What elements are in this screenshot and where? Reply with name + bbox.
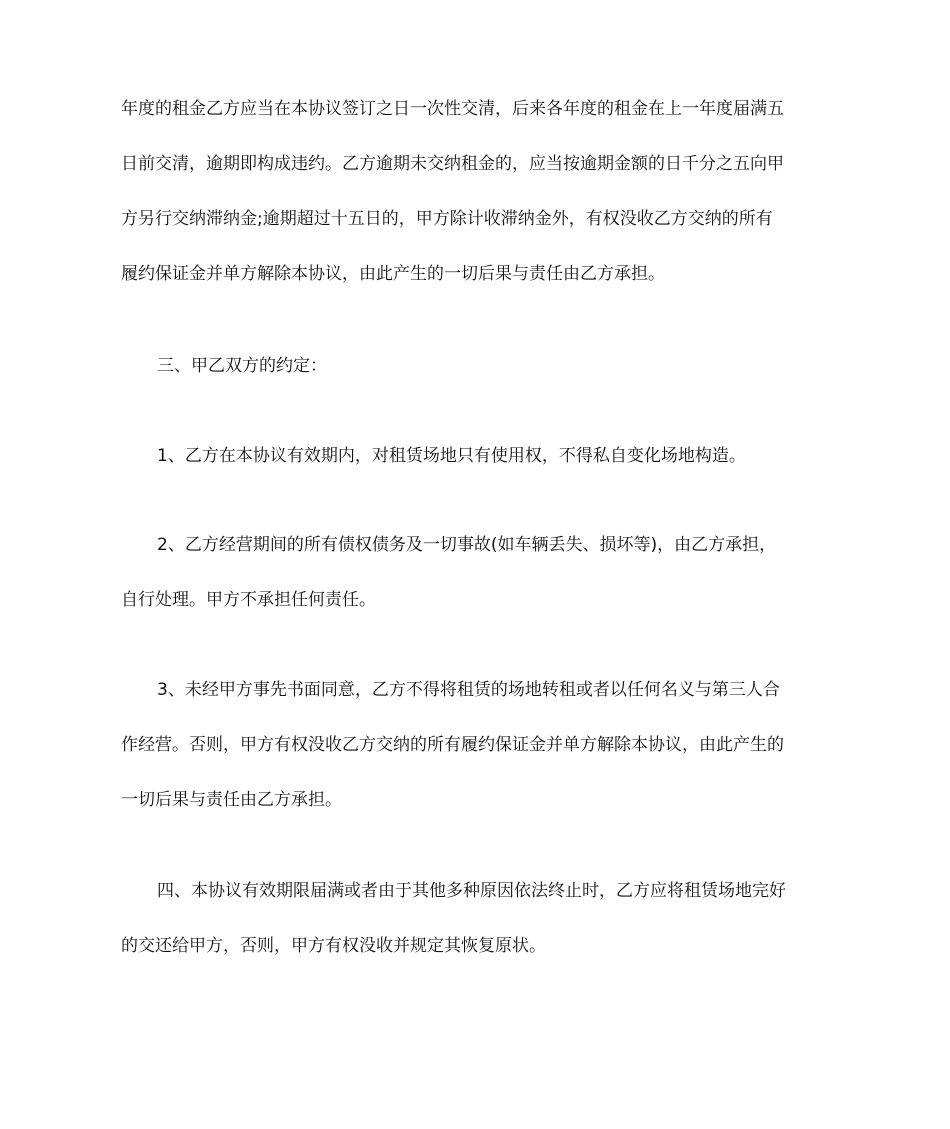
section-4-line: 的交还给甲方，否则，甲方有权没收并规定其恢复原状。 bbox=[121, 936, 546, 956]
clause-2-line: 自行处理。甲方不承担任何责任。 bbox=[121, 590, 376, 610]
clause-3-line: 一切后果与责任由乙方承担。 bbox=[121, 790, 342, 810]
paragraph-line: 履约保证金并单方解除本协议，由此产生的一切后果与责任由乙方承担。 bbox=[121, 264, 665, 284]
paragraph-line: 年度的租金乙方应当在本协议签订之日一次性交清，后来各年度的租金在上一年度届满五 bbox=[121, 99, 784, 119]
paragraph-line: 方另行交纳滞纳金;逾期超过十五日的，甲方除计收滞纳金外，有权没收乙方交纳的所有 bbox=[121, 209, 773, 229]
clause-3-line: 作经营。否则，甲方有权没收乙方交纳的所有履约保证金并单方解除本协议，由此产生的 bbox=[121, 735, 784, 755]
section-4-line: 四、本协议有效期限届满或者由于其他多种原因依法终止时，乙方应将租赁场地完好 bbox=[157, 881, 786, 901]
section-heading-3: 三、甲乙双方的约定： bbox=[157, 356, 327, 376]
paragraph-line: 日前交清，逾期即构成违约。乙方逾期未交纳租金的，应当按逾期金额的日千分之五向甲 bbox=[121, 154, 784, 174]
clause-1-line: 1、乙方在本协议有效期内，对租赁场地只有使用权，不得私自变化场地构造。 bbox=[157, 446, 746, 466]
clause-2-line: 2、乙方经营期间的所有债权债务及一切事故(如车辆丢失、损坏等)，由乙方承担， bbox=[157, 535, 777, 555]
clause-3-line: 3、未经甲方事先书面同意，乙方不得将租赁的场地转租或者以任何名义与第三人合 bbox=[157, 680, 780, 700]
